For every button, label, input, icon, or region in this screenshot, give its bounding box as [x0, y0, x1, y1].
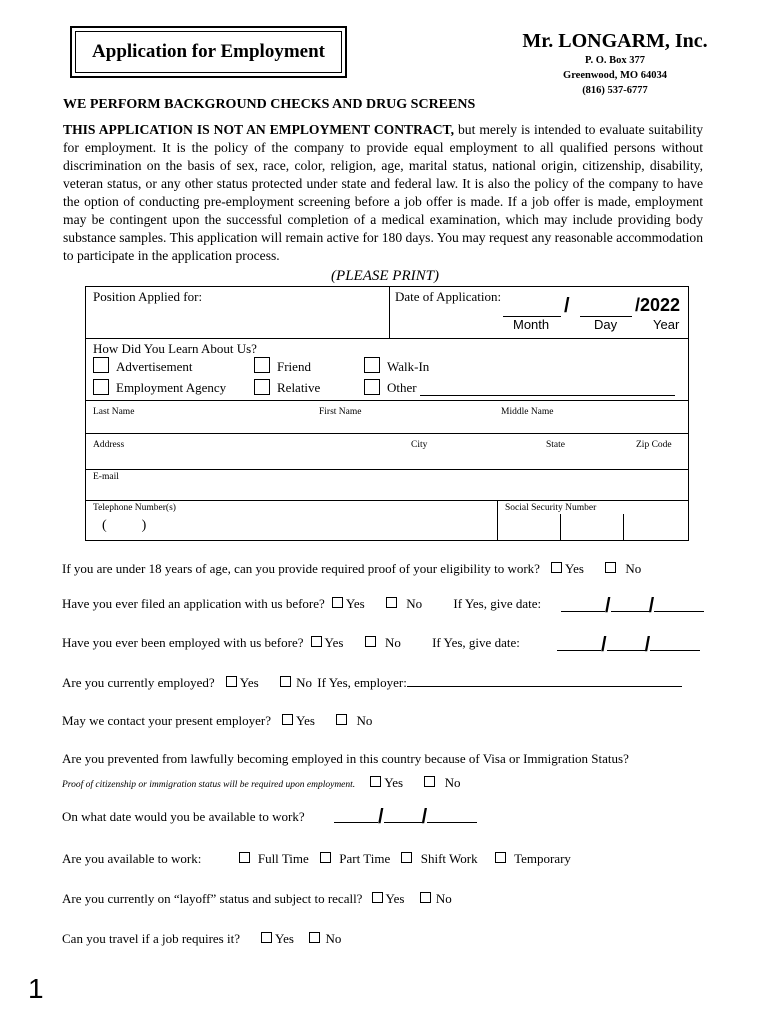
filed-before-yes-checkbox[interactable] — [332, 597, 343, 608]
date-of-application-field[interactable] — [389, 286, 689, 339]
telephone-label: Telephone Number(s) — [93, 503, 176, 513]
employment-agency-checkbox[interactable] — [93, 379, 109, 395]
question-currently-employed: Are you currently employed? Yes No If Yes, employer: — [62, 675, 682, 691]
available-date[interactable]: / / — [334, 806, 477, 829]
layoff-yes-checkbox[interactable] — [372, 892, 383, 903]
layoff-no-checkbox[interactable] — [420, 892, 431, 903]
question-filed-before: Have you ever filed an application with us before? Yes No If Yes, give date: — [62, 596, 542, 611]
question-employed-before: Have you ever been employed with us before? Yes No If Yes, give date: — [62, 635, 520, 650]
first-name-label: First Name — [319, 407, 362, 417]
contact-employer-yes-checkbox[interactable] — [282, 714, 293, 725]
other-label: Other — [387, 380, 417, 395]
middle-name-label: Middle Name — [501, 407, 554, 417]
question-contact-employer: May we contact your present employer? Yes No — [62, 713, 373, 728]
date-label: Date of Application: — [395, 289, 502, 304]
employment-agency-label: Employment Agency — [116, 380, 227, 395]
zip-label: Zip Code — [636, 440, 672, 450]
employer-blank[interactable] — [407, 686, 682, 687]
filed-before-date[interactable]: / / — [561, 595, 704, 618]
contact-employer-no-checkbox[interactable] — [336, 714, 347, 725]
travel-yes-checkbox[interactable] — [261, 932, 272, 943]
relative-checkbox[interactable] — [254, 379, 270, 395]
under-18-yes-checkbox[interactable] — [551, 562, 562, 573]
walkin-label: Walk-In — [387, 359, 430, 374]
travel-no-checkbox[interactable] — [309, 932, 320, 943]
temporary-checkbox[interactable] — [495, 852, 506, 863]
title-box — [70, 26, 347, 78]
employed-before-no-checkbox[interactable] — [365, 636, 376, 647]
company-block — [470, 30, 760, 98]
visa-status-note-row: Proof of citizenship or immigration status will be required upon employment. Yes No — [62, 775, 461, 790]
address-row[interactable] — [85, 433, 689, 470]
month-label: Month — [513, 317, 550, 332]
policy-bold: THIS APPLICATION IS NOT AN EMPLOYMENT CONTRACT, — [63, 122, 455, 137]
ssn-divider-1 — [560, 514, 561, 541]
page-title: Application for Employment — [75, 31, 342, 73]
other-checkbox[interactable] — [364, 379, 380, 395]
friend-label: Friend — [277, 359, 311, 374]
part-time-checkbox[interactable] — [320, 852, 331, 863]
city-label: City — [411, 440, 428, 450]
question-availability: Are you available to work: Full Time Part Time Shift Work Temporary — [62, 851, 571, 866]
date-slash: / — [564, 295, 570, 317]
ssn-label: Social Security Number — [505, 503, 597, 513]
visa-status-yes-checkbox[interactable] — [370, 776, 381, 787]
phone-area-code: ( ) — [102, 518, 147, 533]
email-label: E-mail — [93, 472, 119, 482]
full-time-checkbox[interactable] — [239, 852, 250, 863]
ssn-field[interactable] — [497, 500, 689, 541]
currently-employed-yes-checkbox[interactable] — [226, 676, 237, 687]
company-po-box: P. O. Box 377 — [585, 55, 645, 66]
under-18-no-checkbox[interactable] — [605, 562, 616, 573]
date-year: /2022 — [635, 295, 681, 315]
state-label: State — [546, 440, 565, 450]
please-print: (PLEASE PRINT) — [331, 268, 439, 284]
shift-work-checkbox[interactable] — [401, 852, 412, 863]
ssn-divider-2 — [623, 514, 624, 541]
employed-before-date[interactable]: / / — [557, 634, 700, 657]
company-phone: (816) 537-6777 — [582, 85, 648, 96]
company-name: Mr. LONGARM, Inc. — [522, 30, 708, 52]
visa-status-note: Proof of citizenship or immigration status will be required upon employment. — [62, 780, 356, 790]
company-city: Greenwood, MO 64034 — [563, 70, 667, 81]
day-label: Day — [594, 317, 618, 332]
email-row[interactable] — [85, 469, 689, 501]
advertisement-label: Advertisement — [116, 359, 193, 374]
question-available-date: On what date would you be available to work? — [62, 809, 305, 824]
filed-before-no-checkbox[interactable] — [386, 597, 397, 608]
page-number: 1 — [28, 973, 44, 1004]
employed-before-yes-checkbox[interactable] — [311, 636, 322, 647]
telephone-field[interactable] — [85, 500, 498, 541]
other-blank[interactable] — [420, 394, 675, 396]
position-field[interactable] — [85, 286, 390, 339]
policy-text: but merely is intended to evaluate suitability for employment. It is the policy of the company to provide equal employment to all qualified persons without discrimination on the basis of sex, race, color, religion, age, marital status, national origin, citizenship, disability, veteran status, or any other status protected under state and federal law. It is also the policy of the company to have the option of conducting pre-employment screening before a job offer is made. If a job offer is made, employment may be contingent upon the successful completion of a medical examination, which may include providing body substance samples. This application will remain active for 180 days. You may request any reasonable accommodation to participate in the application process. — [63, 122, 704, 263]
relative-label: Relative — [277, 380, 321, 395]
currently-employed-no-checkbox[interactable] — [280, 676, 291, 687]
name-row[interactable] — [85, 400, 689, 434]
friend-checkbox[interactable] — [254, 357, 270, 373]
policy-paragraph — [63, 121, 703, 265]
position-label: Position Applied for: — [93, 289, 203, 304]
question-visa-status: Are you prevented from lawfully becoming employed in this country because of Visa or Immigration Status? — [62, 751, 629, 766]
address-label: Address — [93, 440, 125, 450]
year-label: Year — [653, 317, 680, 332]
visa-status-no-checkbox[interactable] — [424, 776, 435, 787]
question-layoff-status: Are you currently on “layoff” status and subject to recall? Yes No — [62, 891, 452, 906]
question-travel: Can you travel if a job requires it? Yes No — [62, 931, 342, 946]
last-name-label: Last Name — [93, 407, 135, 417]
background-check-notice: WE PERFORM BACKGROUND CHECKS AND DRUG SCREENS — [63, 97, 476, 112]
question-under-18: If you are under 18 years of age, can you provide required proof of your eligibility to work? Yes No — [62, 561, 642, 576]
walkin-checkbox[interactable] — [364, 357, 380, 373]
advertisement-checkbox[interactable] — [93, 357, 109, 373]
learn-about-us-section — [85, 338, 689, 401]
learn-label: How Did You Learn About Us? — [93, 341, 257, 356]
